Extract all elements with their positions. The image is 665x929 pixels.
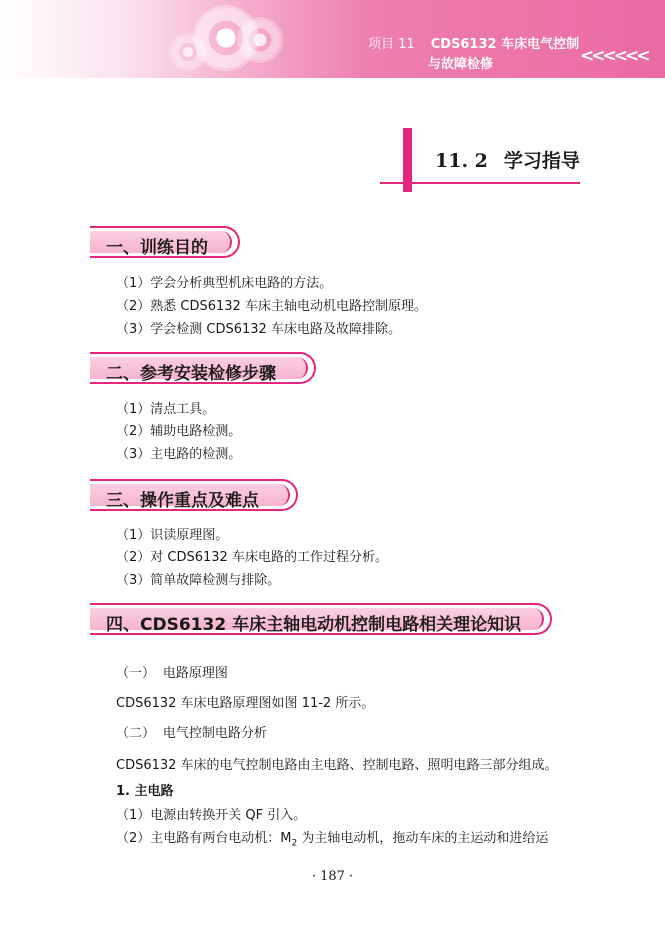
list-item: （1）识读原理图。 (116, 528, 229, 543)
list-item: （3）主电路的检测。 (116, 447, 242, 462)
list-item (116, 827, 548, 849)
heading-pill-4 (90, 603, 552, 635)
subscript: 2 (291, 838, 298, 849)
heading-2: 二、参考安装检修步骤 (106, 364, 276, 384)
list-item-text: 为主轴电动机，拖动车床的主运动和进给运 (297, 831, 549, 846)
paragraph-2: CDS6132 车床的电气控制电路由主电路、控制电路、照明电路三部分组成。 (116, 758, 558, 773)
list-item: （2）辅助电路检测。 (116, 424, 242, 439)
list-item: （1）学会分析典型机床电路的方法。 (116, 276, 333, 291)
subheading-1: （一） 电路原理图 (116, 666, 228, 681)
section-title (435, 146, 580, 173)
header-title-text: CDS6132 车床电气控制 (430, 37, 580, 52)
header-title-line2: 与故障检修 (428, 57, 494, 72)
list-item-text: （2）主电路有两台电动机：M (116, 831, 292, 846)
chevron-left-icon: <<<<<< (580, 46, 648, 66)
main-circuit-heading: 1. 主电路 (116, 784, 174, 799)
section-underline (380, 182, 580, 184)
section-number: 11. 2 (435, 150, 488, 172)
gear-icon (172, 36, 204, 68)
list-item: （1）电源由转换开关 QF 引入。 (116, 808, 307, 823)
header-banner (0, 0, 665, 78)
heading-pill-2 (90, 352, 316, 384)
heading-1: 一、训练目的 (106, 238, 208, 258)
list-item: （1）清点工具。 (116, 402, 216, 417)
list-item: （3）学会检测 CDS6132 车床电路及故障排除。 (116, 322, 401, 337)
list-item: （2）对 CDS6132 车床电路的工作过程分析。 (116, 550, 388, 565)
header-title-line1 (368, 33, 579, 52)
list-item: （3）简单故障检测与排除。 (116, 573, 281, 588)
subheading-2: （二） 电气控制电路分析 (116, 726, 267, 741)
section-title-text: 学习指导 (503, 150, 580, 172)
heading-4: 四、CDS6132 车床主轴电动机控制电路相关理论知识 (106, 615, 522, 635)
heading-pill-3 (90, 479, 298, 511)
heading-3: 三、操作重点及难点 (106, 491, 259, 511)
heading-pill-1 (90, 226, 240, 258)
list-item: （2）熟悉 CDS6132 车床主轴电动机电路控制原理。 (116, 299, 427, 314)
header-project: 项目 11 (368, 37, 415, 52)
paragraph-1: CDS6132 车床电路原理图如图 11-2 所示。 (116, 696, 375, 711)
page-number: · 187 · (311, 869, 354, 884)
gear-icon (240, 20, 280, 60)
